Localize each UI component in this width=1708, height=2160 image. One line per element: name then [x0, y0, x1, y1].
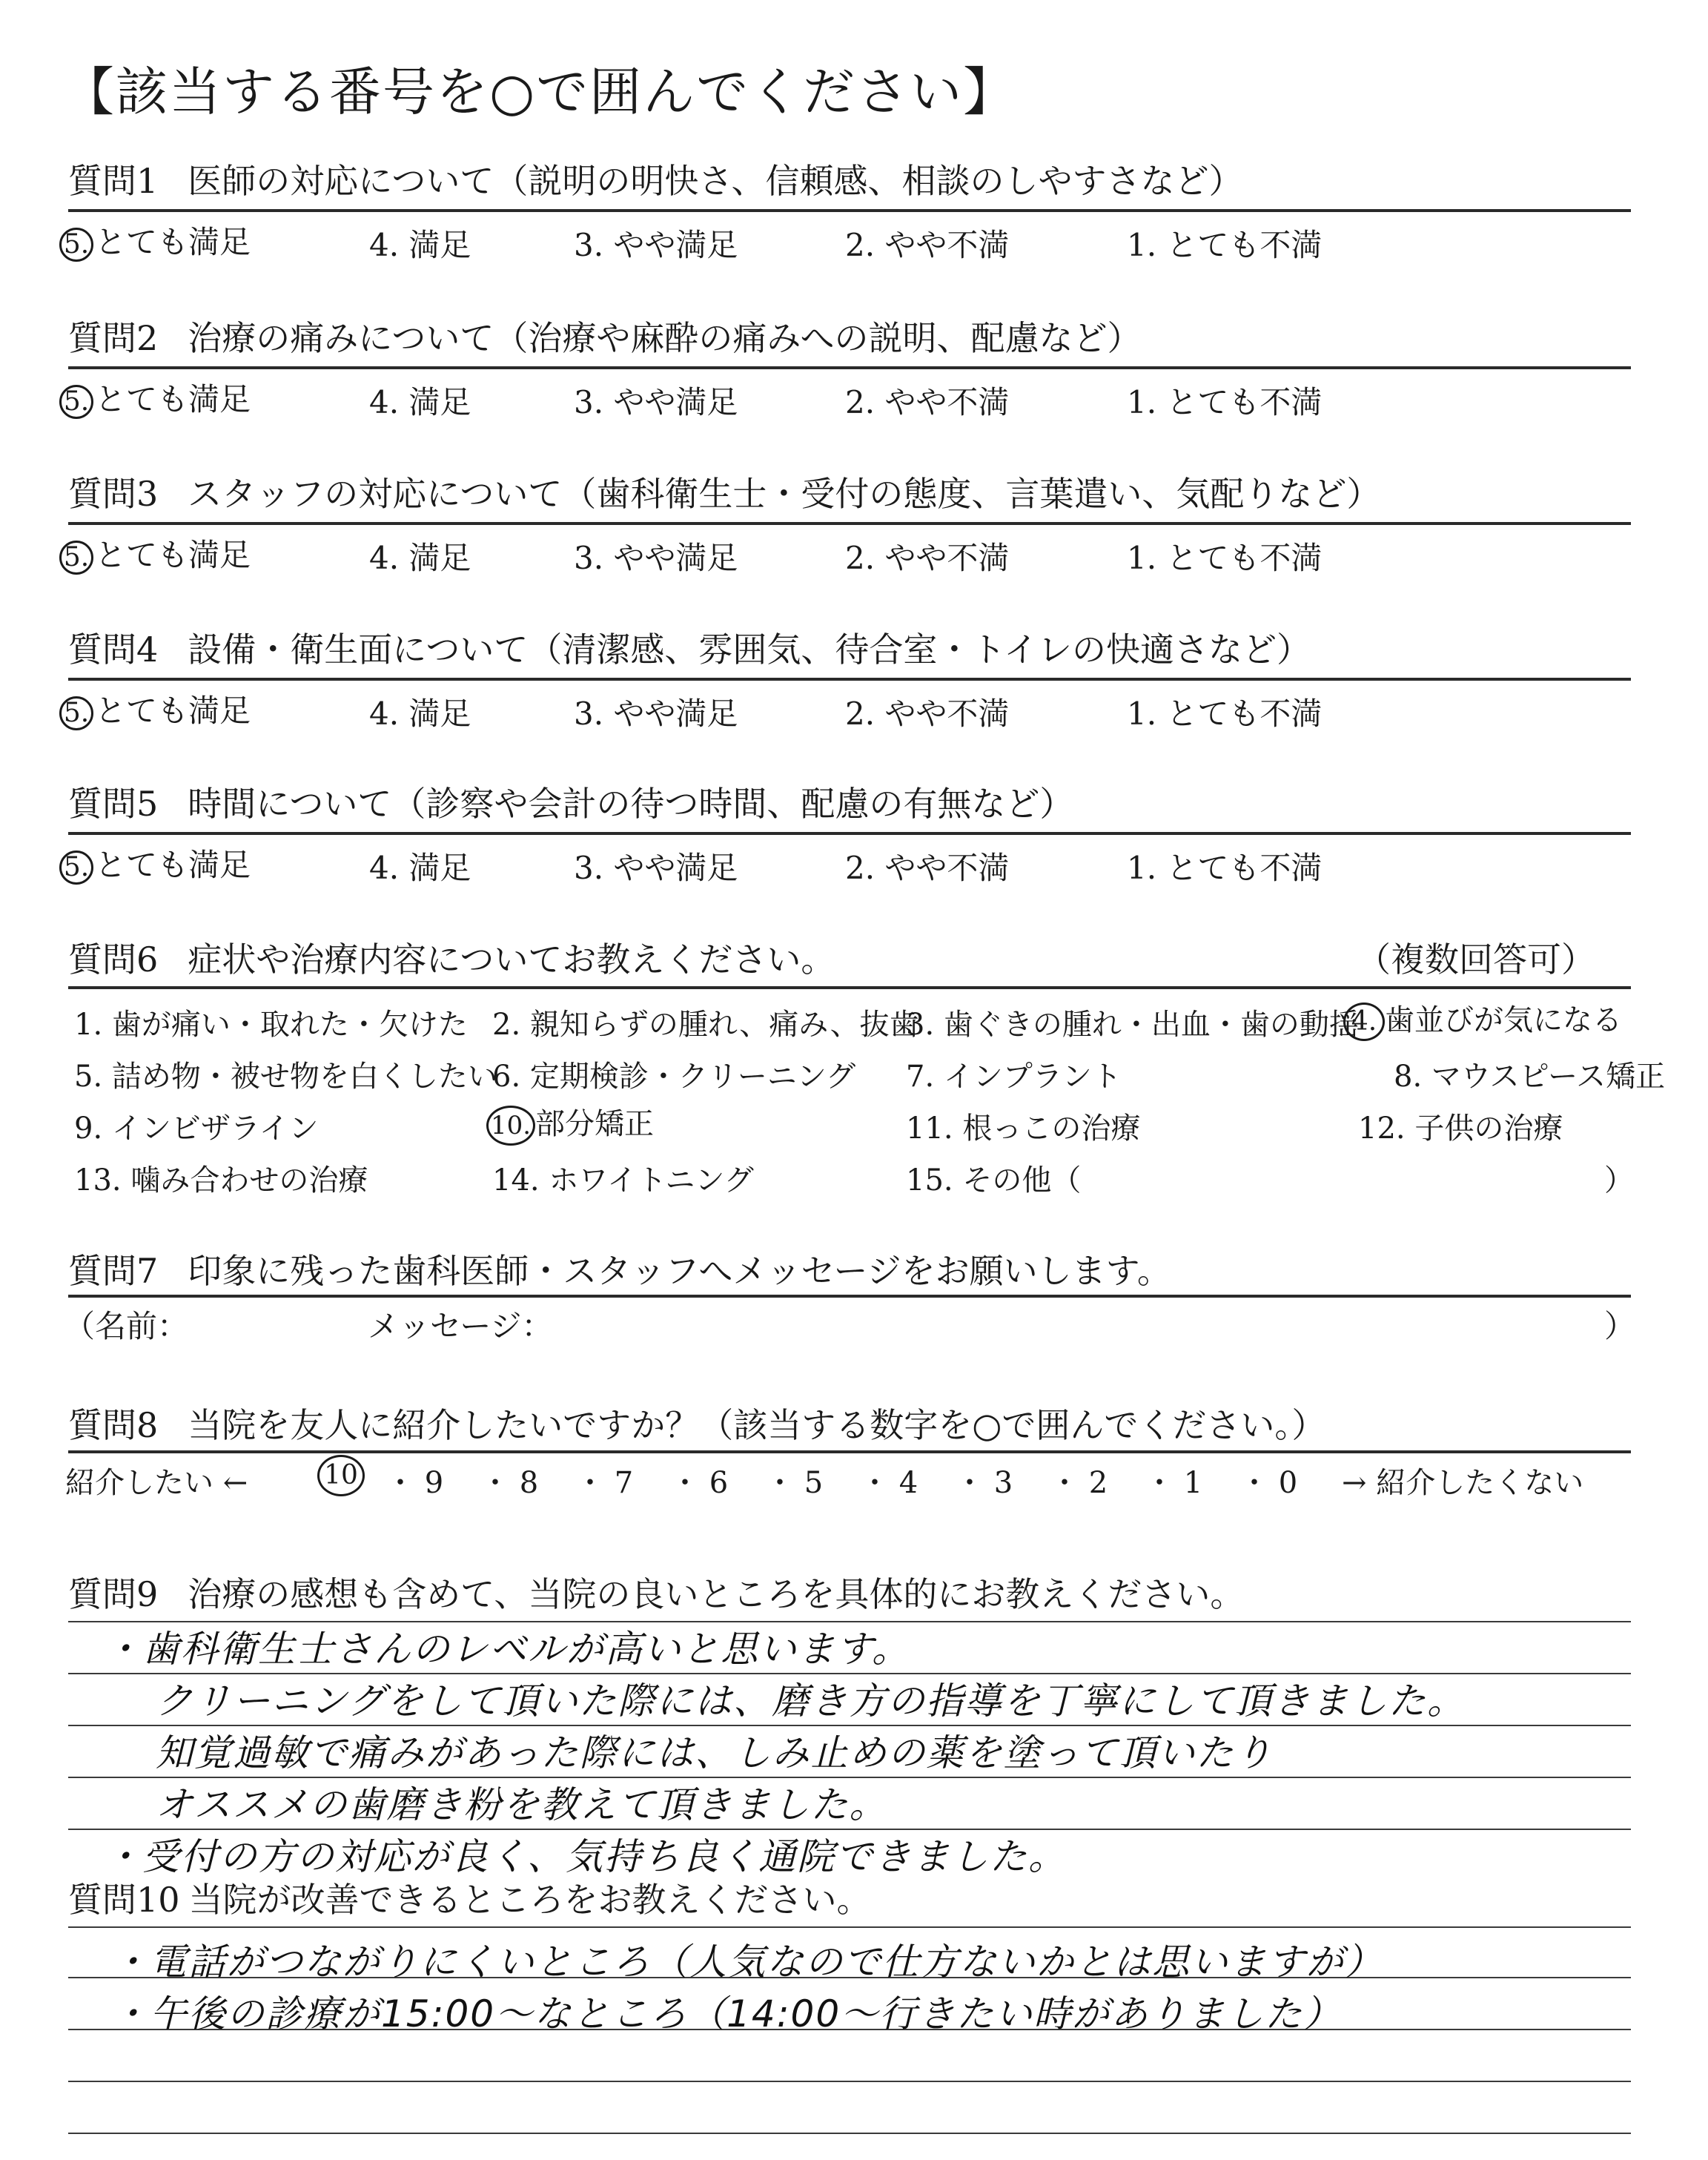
q2-option-3[interactable]: 3. やや満足: [574, 384, 738, 420]
question-6-note: （複数回答可）: [1357, 939, 1595, 980]
q8-option-9[interactable]: ・ 9: [385, 1466, 444, 1500]
q2-selected-circle: 5.: [59, 385, 93, 419]
question-7-number: 質問7: [68, 1251, 159, 1291]
q3-option-5[interactable]: 5. とても満足: [59, 531, 251, 575]
question-1-rule: [68, 209, 1631, 212]
question-2-text: 治療の痛みについて（治療や麻酔の痛みへの説明、配慮など）: [188, 318, 1142, 358]
q4-option-4[interactable]: 4. 満足: [369, 696, 471, 732]
q8-option-4[interactable]: ・ 4: [860, 1466, 918, 1500]
q4-option-2[interactable]: 2. やや不満: [845, 696, 1010, 732]
question-9-text: 治療の感想も含めて、当院の良いところを具体的にお教えください。: [188, 1574, 1245, 1614]
q6-option-8[interactable]: 8. マウスピース矯正: [1394, 1060, 1666, 1094]
question-4-rule: [68, 678, 1631, 681]
q6-option-10[interactable]: 10. 部分矯正: [486, 1100, 654, 1146]
q7-message-label: メッセージ：: [368, 1308, 553, 1344]
q10-line-4: [68, 2081, 1631, 2082]
q6-selected-circle-10: 10.: [486, 1106, 535, 1146]
question-9-number: 質問9: [68, 1574, 159, 1614]
q1-option-1[interactable]: 1. とても不満: [1127, 227, 1323, 263]
q8-right-label: → 紹介したくない: [1342, 1466, 1584, 1500]
q3-selected-circle: 5.: [59, 541, 93, 575]
q5-option-1[interactable]: 1. とても不満: [1127, 850, 1323, 886]
q1-option-2[interactable]: 2. やや不満: [845, 227, 1010, 263]
q7-name-label: （名前：: [64, 1308, 189, 1344]
q9-answer-line-2: クリーニングをして頂いた際には、磨き方の指導を丁寧にして頂きました。: [156, 1680, 1466, 1723]
question-5: [68, 777, 1073, 826]
question-6-rule: [68, 986, 1631, 989]
q9-answer-line-3: 知覚過敏で痛みがあった際には、しみ止めの薬を塗って頂いたり: [156, 1731, 1274, 1774]
q3-option-1[interactable]: 1. とても不満: [1127, 540, 1323, 576]
question-2-rule: [68, 366, 1631, 369]
q9-answer-line-4: オススメの歯磨き粉を教えて頂きました。: [156, 1783, 888, 1826]
question-8-rule: [68, 1450, 1631, 1453]
question-8: [68, 1398, 1325, 1447]
q6-selected-circle-4: 4.: [1343, 1003, 1385, 1041]
q6-option-15[interactable]: 15. その他（: [906, 1163, 1082, 1198]
q10-line-5: [68, 2133, 1631, 2134]
question-7: [68, 1244, 1171, 1293]
q8-option-7[interactable]: ・ 7: [575, 1466, 634, 1500]
question-3-number: 質問3: [68, 474, 159, 514]
question-7-text: 印象に残った歯科医師・スタッフへメッセージをお願いします。: [188, 1251, 1171, 1291]
question-2-number: 質問2: [68, 318, 159, 358]
q8-selected-circle: 10: [317, 1455, 365, 1496]
question-8-number: 質問8: [68, 1405, 159, 1445]
question-1-text: 医師の対応について（説明の明快さ、信頼感、相談のしやすさなど）: [188, 161, 1243, 201]
q4-selected-circle: 5.: [59, 696, 93, 730]
q1-option-5[interactable]: 5. とても満足: [59, 218, 251, 262]
page-header: 【該当する番号を○で囲んでください】: [62, 62, 1017, 122]
q4-option-5[interactable]: 5. とても満足: [59, 687, 251, 731]
q5-selected-circle: 5.: [59, 851, 93, 885]
q7-close: ）: [1604, 1308, 1636, 1344]
question-9: [68, 1568, 1244, 1616]
q6-option-14[interactable]: 14. ホワイトニング: [492, 1163, 754, 1198]
q8-option-1[interactable]: ・ 1: [1145, 1466, 1203, 1500]
question-2: [68, 311, 1141, 360]
q9-answer-line-5: ・受付の方の対応が良く、気持ち良く通院できました。: [104, 1835, 1067, 1878]
question-6-text: 症状や治療内容についてお教えください。: [188, 939, 835, 980]
question-4-text: 設備・衛生面について（清潔感、雰囲気、待合室・トイレの快適さなど）: [188, 630, 1311, 670]
question-4-number: 質問4: [68, 630, 159, 670]
question-10-text: 当院が改善できるところをお教えください。: [188, 1880, 871, 1920]
q4-option-3[interactable]: 3. やや満足: [574, 696, 738, 732]
q3-option-2[interactable]: 2. やや不満: [845, 540, 1010, 576]
question-4: [68, 623, 1311, 672]
question-3-text: スタッフの対応について（歯科衛生士・受付の態度、言葉遣い、気配りなど）: [188, 474, 1381, 514]
question-6: [68, 933, 835, 982]
q6-option-11[interactable]: 11. 根っこの治療: [906, 1112, 1141, 1146]
q6-option-7[interactable]: 7. インプラント: [906, 1060, 1122, 1094]
q8-left-label: 紹介したい ←: [65, 1466, 248, 1500]
q6-option-2[interactable]: 2. 親知らずの腫れ、痛み、抜歯: [492, 1008, 919, 1042]
question-10-number: 質問10: [68, 1880, 180, 1920]
q2-option-4[interactable]: 4. 満足: [369, 384, 471, 420]
question-5-rule: [68, 832, 1631, 835]
q1-selected-circle: 5.: [59, 228, 93, 262]
q2-option-1[interactable]: 1. とても不満: [1127, 384, 1323, 420]
q3-option-4[interactable]: 4. 満足: [369, 540, 471, 576]
q6-option-3[interactable]: 3. 歯ぐきの腫れ・出血・歯の動揺: [906, 1008, 1359, 1042]
q1-option-4[interactable]: 4. 満足: [369, 227, 471, 263]
question-1-number: 質問1: [68, 161, 159, 201]
q6-option-5[interactable]: 5. 詰め物・被せ物を白くしたい: [74, 1060, 497, 1094]
q10-line-1: [68, 1926, 1631, 1928]
question-5-text: 時間について（診察や会計の待つ時間、配慮の有無など）: [188, 784, 1074, 824]
q10-answer-line-1: ・電話がつながりにくいところ（人気なので仕方ないかとは思いますが）: [111, 1941, 1383, 1984]
q10-answer-line-2: ・午後の診療が15:00～なところ（14:00～行きたい時がありました）: [111, 1992, 1343, 2035]
q8-option-8[interactable]: ・ 8: [480, 1466, 539, 1500]
question-1: [68, 154, 1243, 203]
q5-option-3[interactable]: 3. やや満足: [574, 850, 738, 886]
q6-option-6[interactable]: 6. 定期検診・クリーニング: [492, 1060, 856, 1094]
question-5-number: 質問5: [68, 784, 159, 824]
q4-option-1[interactable]: 1. とても不満: [1127, 696, 1323, 732]
q8-option-10[interactable]: [317, 1455, 365, 1496]
q8-option-0[interactable]: ・ 0: [1239, 1466, 1298, 1500]
q5-option-5[interactable]: 5. とても満足: [59, 841, 251, 885]
q1-option-3[interactable]: 3. やや満足: [574, 227, 738, 263]
q5-option-2[interactable]: 2. やや不満: [845, 850, 1010, 886]
q6-option-15-close: ）: [1604, 1163, 1634, 1198]
q6-option-1[interactable]: 1. 歯が痛い・取れた・欠けた: [74, 1008, 468, 1042]
question-10: [68, 1873, 871, 1922]
question-7-rule: [68, 1295, 1631, 1298]
q6-option-4[interactable]: 4. 歯並びが気になる: [1343, 997, 1622, 1041]
q2-option-5[interactable]: 5. とても満足: [59, 375, 251, 420]
q8-option-3[interactable]: ・ 3: [955, 1466, 1013, 1500]
q6-option-13[interactable]: 13. 噛み合わせの治療: [74, 1163, 368, 1198]
q8-option-5[interactable]: ・ 5: [765, 1466, 824, 1500]
q8-option-6[interactable]: ・ 6: [670, 1466, 729, 1500]
q6-option-12[interactable]: 12. 子供の治療: [1358, 1112, 1563, 1146]
question-3-rule: [68, 522, 1631, 525]
question-6-number: 質問6: [68, 939, 159, 980]
q2-option-2[interactable]: 2. やや不満: [845, 384, 1010, 420]
q9-answer-line-1: ・歯科衛生士さんのレベルが高いと思います。: [104, 1628, 910, 1671]
q3-option-3[interactable]: 3. やや満足: [574, 540, 738, 576]
q8-option-2[interactable]: ・ 2: [1050, 1466, 1108, 1500]
q5-option-4[interactable]: 4. 満足: [369, 850, 471, 886]
q6-option-9[interactable]: 9. インビザライン: [74, 1112, 319, 1146]
question-3: [68, 467, 1380, 516]
question-8-text: 当院を友人に紹介したいですか？（該当する数字を○で囲んでください。）: [188, 1405, 1326, 1445]
